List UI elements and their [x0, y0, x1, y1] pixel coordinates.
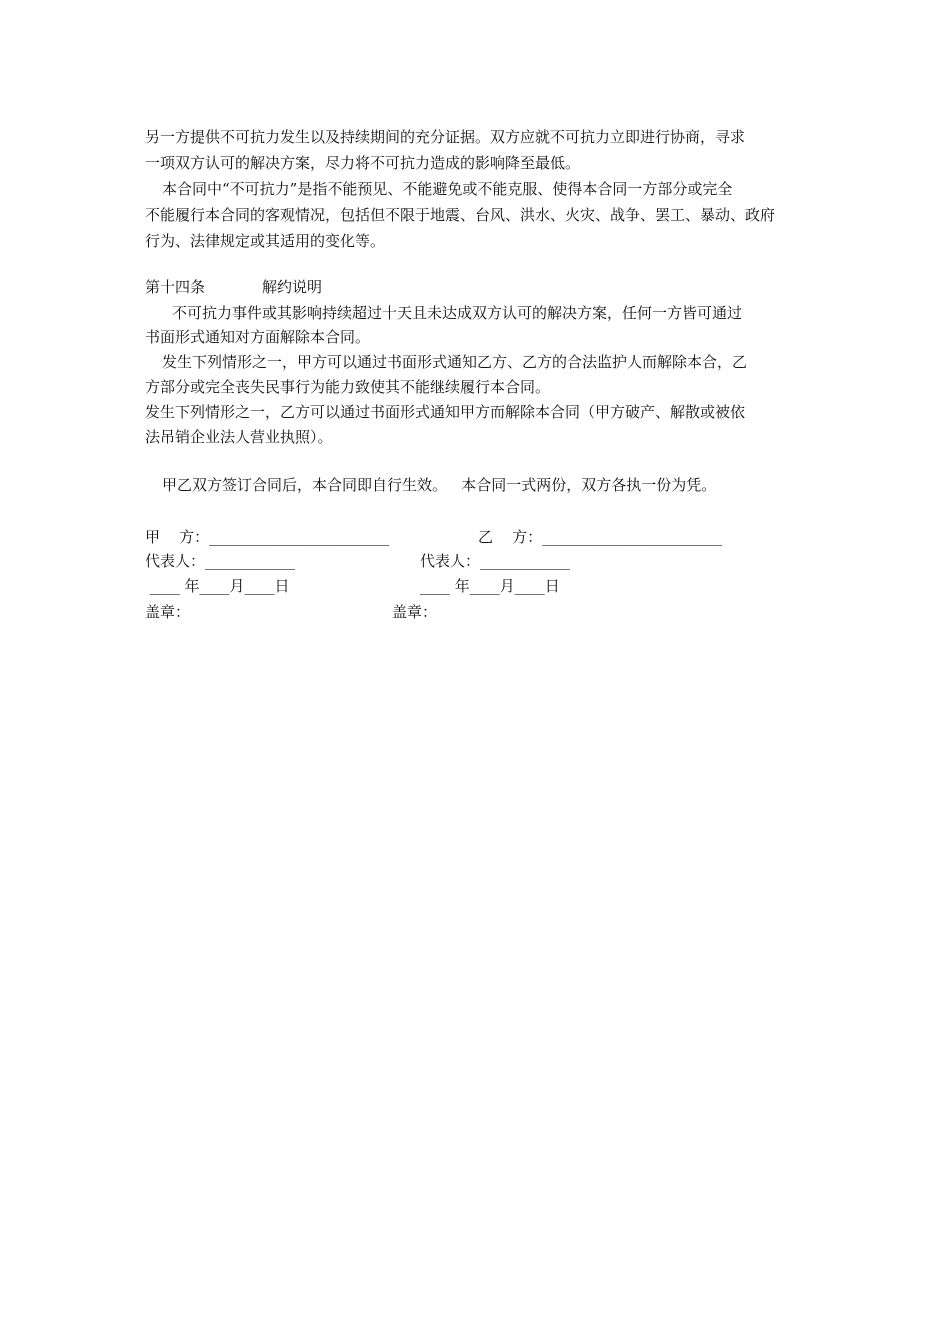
paragraph-definition-line-1: 本合同中“不可抗力”是指不能预见、不能避免或不能克服、使得本合同一方部分或完全	[162, 180, 733, 198]
party-b-label: 乙 方：________________________	[478, 528, 723, 546]
party-b-seal: 盖章：	[392, 603, 438, 621]
paragraph-force-majeure-line-2: 一项双方认可的解决方案，尽力将不可抗力造成的影响降至最低。	[145, 154, 581, 172]
article-14-number: 第十四条	[145, 278, 206, 296]
paragraph-effectiveness: 甲乙双方签订合同后，本合同即自行生效。 本合同一式两份，双方各执一份为凭。	[162, 476, 717, 494]
paragraph-definition-line-2: 不能履行本合同的客观情况，包括但不限于地震、台风、洪水、火灾、战争、罢工、暴动、政府	[145, 206, 776, 224]
party-a-date: ____ 年____月____日	[145, 577, 290, 595]
article-14-title: 解约说明	[262, 278, 323, 296]
paragraph-force-majeure-line-1: 另一方提供不可抗力发生以及持续期间的充分证据。双方应就不可抗力立即进行协商，寻求	[145, 128, 746, 146]
paragraph-party-a-termination-line-2: 方部分或完全丧失民事行为能力致使其不能继续履行本合同。	[145, 378, 551, 396]
paragraph-termination-line-1: 不可抗力事件或其影响持续超过十天且未达成双方认可的解决方案，任何一方皆可通过	[172, 304, 743, 322]
party-a-seal: 盖章：	[145, 603, 191, 621]
paragraph-definition-line-3: 行为、法律规定或其适用的变化等。	[145, 232, 386, 250]
party-b-date: ____ 年____月____日	[420, 577, 560, 595]
party-a-representative: 代表人：____________	[145, 552, 296, 570]
paragraph-party-b-termination-line-1: 发生下列情形之一，乙方可以通过书面形式通知甲方而解除本合同（甲方破产、解散或被依	[145, 403, 746, 421]
party-b-representative: 代表人：____________	[420, 552, 571, 570]
party-a-label: 甲 方：________________________	[145, 528, 390, 546]
paragraph-termination-line-2: 书面形式通知对方面解除本合同。	[145, 328, 371, 346]
paragraph-party-a-termination-line-1: 发生下列情形之一，甲方可以通过书面形式通知乙方、乙方的合法监护人而解除本合，乙	[162, 353, 748, 371]
paragraph-party-b-termination-line-2: 法吊销企业法人营业执照）。	[145, 428, 333, 446]
